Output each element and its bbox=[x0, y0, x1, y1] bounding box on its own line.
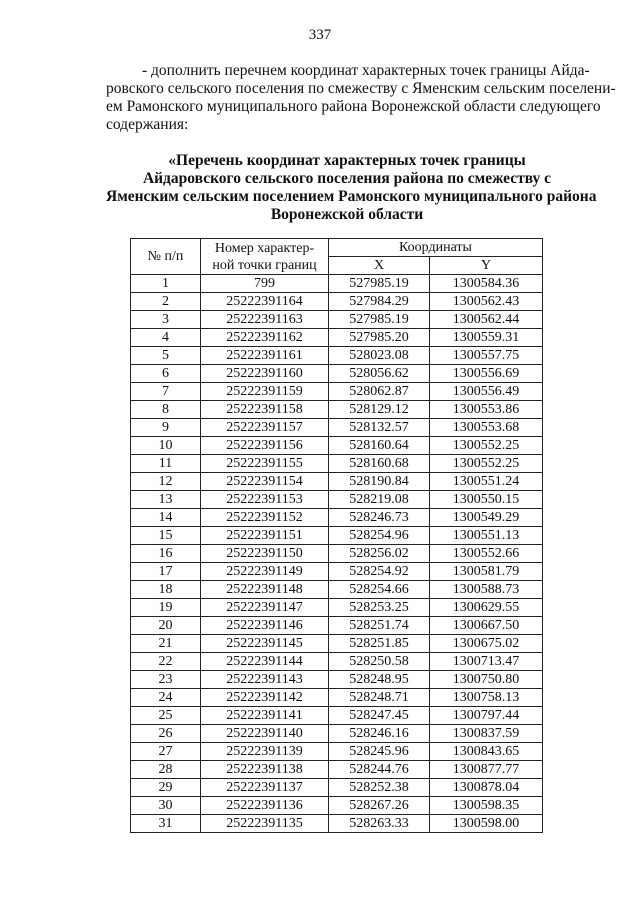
table-row bbox=[131, 815, 543, 833]
x-coordinate-cell: 528252.38 bbox=[329, 779, 430, 797]
point-number-cell: 25222391140 bbox=[201, 725, 329, 743]
point-number-cell: 25222391137 bbox=[201, 779, 329, 797]
y-coordinate-cell: 1300598.35 bbox=[430, 797, 543, 815]
x-coordinate-cell: 528248.95 bbox=[329, 671, 430, 689]
y-coordinate-cell: 1300556.69 bbox=[430, 365, 543, 383]
table-row bbox=[131, 563, 543, 581]
row-number-cell: 3 bbox=[131, 311, 201, 329]
heading-line: Воронежской области bbox=[270, 206, 424, 223]
x-coordinate-cell: 528248.71 bbox=[329, 689, 430, 707]
x-coordinate-cell: 528056.62 bbox=[329, 365, 430, 383]
row-number-cell: 21 bbox=[131, 635, 201, 653]
point-number-cell: 25222391138 bbox=[201, 761, 329, 779]
table-row bbox=[131, 275, 543, 293]
x-coordinate-cell: 528247.45 bbox=[329, 707, 430, 725]
row-number-cell: 22 bbox=[131, 653, 201, 671]
row-number-cell: 29 bbox=[131, 779, 201, 797]
x-coordinate-cell: 527984.29 bbox=[329, 293, 430, 311]
x-coordinate-cell: 528251.74 bbox=[329, 617, 430, 635]
row-number-cell: 15 bbox=[131, 527, 201, 545]
x-coordinate-cell: 528219.08 bbox=[329, 491, 430, 509]
point-number-cell: 25222391152 bbox=[201, 509, 329, 527]
point-number-cell: 25222391159 bbox=[201, 383, 329, 401]
y-coordinate-cell: 1300552.25 bbox=[430, 437, 543, 455]
y-coordinate-cell: 1300551.13 bbox=[430, 527, 543, 545]
point-number-cell: 25222391157 bbox=[201, 419, 329, 437]
x-coordinate-cell: 528246.73 bbox=[329, 509, 430, 527]
header-coordinates: Координаты bbox=[329, 239, 543, 257]
row-number-cell: 6 bbox=[131, 365, 201, 383]
y-coordinate-cell: 1300629.55 bbox=[430, 599, 543, 617]
table-row bbox=[131, 473, 543, 491]
table-row bbox=[131, 347, 543, 365]
y-coordinate-cell: 1300675.02 bbox=[430, 635, 543, 653]
table-header bbox=[131, 239, 543, 275]
x-coordinate-cell: 528250.58 bbox=[329, 653, 430, 671]
x-coordinate-cell: 528160.68 bbox=[329, 455, 430, 473]
intro-line: ровского сельского поселения по смежеству с Яменским сельским поселени- bbox=[106, 80, 616, 97]
y-coordinate-cell: 1300843.65 bbox=[430, 743, 543, 761]
row-number-cell: 16 bbox=[131, 545, 201, 563]
header-point-line: ной точки границ bbox=[212, 257, 317, 273]
point-number-cell: 25222391154 bbox=[201, 473, 329, 491]
point-number-cell: 25222391156 bbox=[201, 437, 329, 455]
y-coordinate-cell: 1300598.00 bbox=[430, 815, 543, 833]
y-coordinate-cell: 1300581.79 bbox=[430, 563, 543, 581]
x-coordinate-cell: 528253.25 bbox=[329, 599, 430, 617]
table-row bbox=[131, 797, 543, 815]
table-row bbox=[131, 761, 543, 779]
x-coordinate-cell: 528245.96 bbox=[329, 743, 430, 761]
coordinates-table bbox=[130, 238, 543, 833]
row-number-cell: 2 bbox=[131, 293, 201, 311]
y-coordinate-cell: 1300551.24 bbox=[430, 473, 543, 491]
intro-line: - дополнить перечнем координат характерных точек границы Айда- bbox=[142, 62, 590, 79]
x-coordinate-cell: 527985.19 bbox=[329, 311, 430, 329]
heading-line: «Перечень координат характерных точек границы bbox=[168, 152, 526, 169]
x-coordinate-cell: 528132.57 bbox=[329, 419, 430, 437]
table-row bbox=[131, 779, 543, 797]
row-number-cell: 17 bbox=[131, 563, 201, 581]
y-coordinate-cell: 1300584.36 bbox=[430, 275, 543, 293]
row-number-cell: 26 bbox=[131, 725, 201, 743]
table-row bbox=[131, 725, 543, 743]
table-row bbox=[131, 419, 543, 437]
point-number-cell: 25222391164 bbox=[201, 293, 329, 311]
y-coordinate-cell: 1300559.31 bbox=[430, 329, 543, 347]
y-coordinate-cell: 1300837.59 bbox=[430, 725, 543, 743]
row-number-cell: 4 bbox=[131, 329, 201, 347]
row-number-cell: 5 bbox=[131, 347, 201, 365]
y-coordinate-cell: 1300552.66 bbox=[430, 545, 543, 563]
table-row bbox=[131, 617, 543, 635]
point-number-cell: 25222391135 bbox=[201, 815, 329, 833]
row-number-cell: 25 bbox=[131, 707, 201, 725]
intro-paragraph bbox=[106, 62, 616, 134]
point-number-cell: 25222391160 bbox=[201, 365, 329, 383]
y-coordinate-cell: 1300550.15 bbox=[430, 491, 543, 509]
table-row bbox=[131, 743, 543, 761]
heading-line: Айдаровского сельского поселения района по смежеству с bbox=[142, 170, 552, 187]
y-coordinate-cell: 1300552.25 bbox=[430, 455, 543, 473]
table-row bbox=[131, 527, 543, 545]
table-row bbox=[131, 689, 543, 707]
x-coordinate-cell: 527985.20 bbox=[329, 329, 430, 347]
y-coordinate-cell: 1300750.80 bbox=[430, 671, 543, 689]
row-number-cell: 8 bbox=[131, 401, 201, 419]
x-coordinate-cell: 528062.87 bbox=[329, 383, 430, 401]
point-number-cell: 25222391141 bbox=[201, 707, 329, 725]
table-row bbox=[131, 311, 543, 329]
table-row bbox=[131, 653, 543, 671]
row-number-cell: 18 bbox=[131, 581, 201, 599]
header-point-line: Номер характер- bbox=[214, 240, 315, 256]
row-number-cell: 19 bbox=[131, 599, 201, 617]
y-coordinate-cell: 1300877.77 bbox=[430, 761, 543, 779]
table-row bbox=[131, 509, 543, 527]
row-number-cell: 1 bbox=[131, 275, 201, 293]
row-number-cell: 13 bbox=[131, 491, 201, 509]
heading-line: Яменским сельским поселением Рамонского муниципального района bbox=[106, 188, 597, 205]
x-coordinate-cell: 528254.66 bbox=[329, 581, 430, 599]
point-number-cell: 799 bbox=[201, 275, 329, 293]
point-number-cell: 25222391145 bbox=[201, 635, 329, 653]
y-coordinate-cell: 1300556.49 bbox=[430, 383, 543, 401]
point-number-cell: 25222391150 bbox=[201, 545, 329, 563]
table-row bbox=[131, 545, 543, 563]
row-number-cell: 27 bbox=[131, 743, 201, 761]
table-row bbox=[131, 707, 543, 725]
point-number-cell: 25222391162 bbox=[201, 329, 329, 347]
y-coordinate-cell: 1300758.13 bbox=[430, 689, 543, 707]
table-row bbox=[131, 581, 543, 599]
point-number-cell: 25222391136 bbox=[201, 797, 329, 815]
y-coordinate-cell: 1300553.68 bbox=[430, 419, 543, 437]
y-coordinate-cell: 1300713.47 bbox=[430, 653, 543, 671]
y-coordinate-cell: 1300562.44 bbox=[430, 311, 543, 329]
y-coordinate-cell: 1300549.29 bbox=[430, 509, 543, 527]
row-number-cell: 7 bbox=[131, 383, 201, 401]
row-number-cell: 14 bbox=[131, 509, 201, 527]
table-row bbox=[131, 491, 543, 509]
row-number-cell: 11 bbox=[131, 455, 201, 473]
row-number-cell: 28 bbox=[131, 761, 201, 779]
row-number-cell: 12 bbox=[131, 473, 201, 491]
header-y: Y bbox=[430, 257, 543, 275]
y-coordinate-cell: 1300562.43 bbox=[430, 293, 543, 311]
x-coordinate-cell: 528023.08 bbox=[329, 347, 430, 365]
point-number-cell: 25222391146 bbox=[201, 617, 329, 635]
intro-line: содержания: bbox=[106, 116, 189, 133]
table-row bbox=[131, 599, 543, 617]
header-number: № п/п bbox=[131, 239, 201, 275]
x-coordinate-cell: 527985.19 bbox=[329, 275, 430, 293]
y-coordinate-cell: 1300667.50 bbox=[430, 617, 543, 635]
y-coordinate-cell: 1300553.86 bbox=[430, 401, 543, 419]
x-coordinate-cell: 528244.76 bbox=[329, 761, 430, 779]
x-coordinate-cell: 528267.26 bbox=[329, 797, 430, 815]
row-number-cell: 24 bbox=[131, 689, 201, 707]
point-number-cell: 25222391149 bbox=[201, 563, 329, 581]
intro-line: ем Рамонского муниципального района Воронежской области следующего bbox=[106, 98, 601, 115]
table-row bbox=[131, 383, 543, 401]
x-coordinate-cell: 528263.33 bbox=[329, 815, 430, 833]
point-number-cell: 25222391163 bbox=[201, 311, 329, 329]
point-number-cell: 25222391139 bbox=[201, 743, 329, 761]
table-row bbox=[131, 635, 543, 653]
table-row bbox=[131, 401, 543, 419]
page-number: 337 bbox=[308, 27, 332, 43]
point-number-cell: 25222391147 bbox=[201, 599, 329, 617]
table-row bbox=[131, 329, 543, 347]
y-coordinate-cell: 1300797.44 bbox=[430, 707, 543, 725]
table-heading bbox=[106, 152, 597, 224]
row-number-cell: 20 bbox=[131, 617, 201, 635]
x-coordinate-cell: 528254.92 bbox=[329, 563, 430, 581]
header-x: X bbox=[329, 257, 430, 275]
table-row bbox=[131, 671, 543, 689]
point-number-cell: 25222391143 bbox=[201, 671, 329, 689]
row-number-cell: 31 bbox=[131, 815, 201, 833]
row-number-cell: 23 bbox=[131, 671, 201, 689]
point-number-cell: 25222391153 bbox=[201, 491, 329, 509]
point-number-cell: 25222391142 bbox=[201, 689, 329, 707]
y-coordinate-cell: 1300557.75 bbox=[430, 347, 543, 365]
table-row bbox=[131, 293, 543, 311]
x-coordinate-cell: 528256.02 bbox=[329, 545, 430, 563]
row-number-cell: 10 bbox=[131, 437, 201, 455]
table-body bbox=[131, 275, 543, 833]
x-coordinate-cell: 528254.96 bbox=[329, 527, 430, 545]
header-point-number bbox=[201, 239, 329, 275]
point-number-cell: 25222391148 bbox=[201, 581, 329, 599]
row-number-cell: 30 bbox=[131, 797, 201, 815]
point-number-cell: 25222391158 bbox=[201, 401, 329, 419]
x-coordinate-cell: 528190.84 bbox=[329, 473, 430, 491]
table-row bbox=[131, 365, 543, 383]
y-coordinate-cell: 1300588.73 bbox=[430, 581, 543, 599]
point-number-cell: 25222391144 bbox=[201, 653, 329, 671]
point-number-cell: 25222391161 bbox=[201, 347, 329, 365]
y-coordinate-cell: 1300878.04 bbox=[430, 779, 543, 797]
table-row bbox=[131, 455, 543, 473]
x-coordinate-cell: 528129.12 bbox=[329, 401, 430, 419]
x-coordinate-cell: 528160.64 bbox=[329, 437, 430, 455]
point-number-cell: 25222391151 bbox=[201, 527, 329, 545]
row-number-cell: 9 bbox=[131, 419, 201, 437]
x-coordinate-cell: 528246.16 bbox=[329, 725, 430, 743]
x-coordinate-cell: 528251.85 bbox=[329, 635, 430, 653]
table-row bbox=[131, 437, 543, 455]
point-number-cell: 25222391155 bbox=[201, 455, 329, 473]
